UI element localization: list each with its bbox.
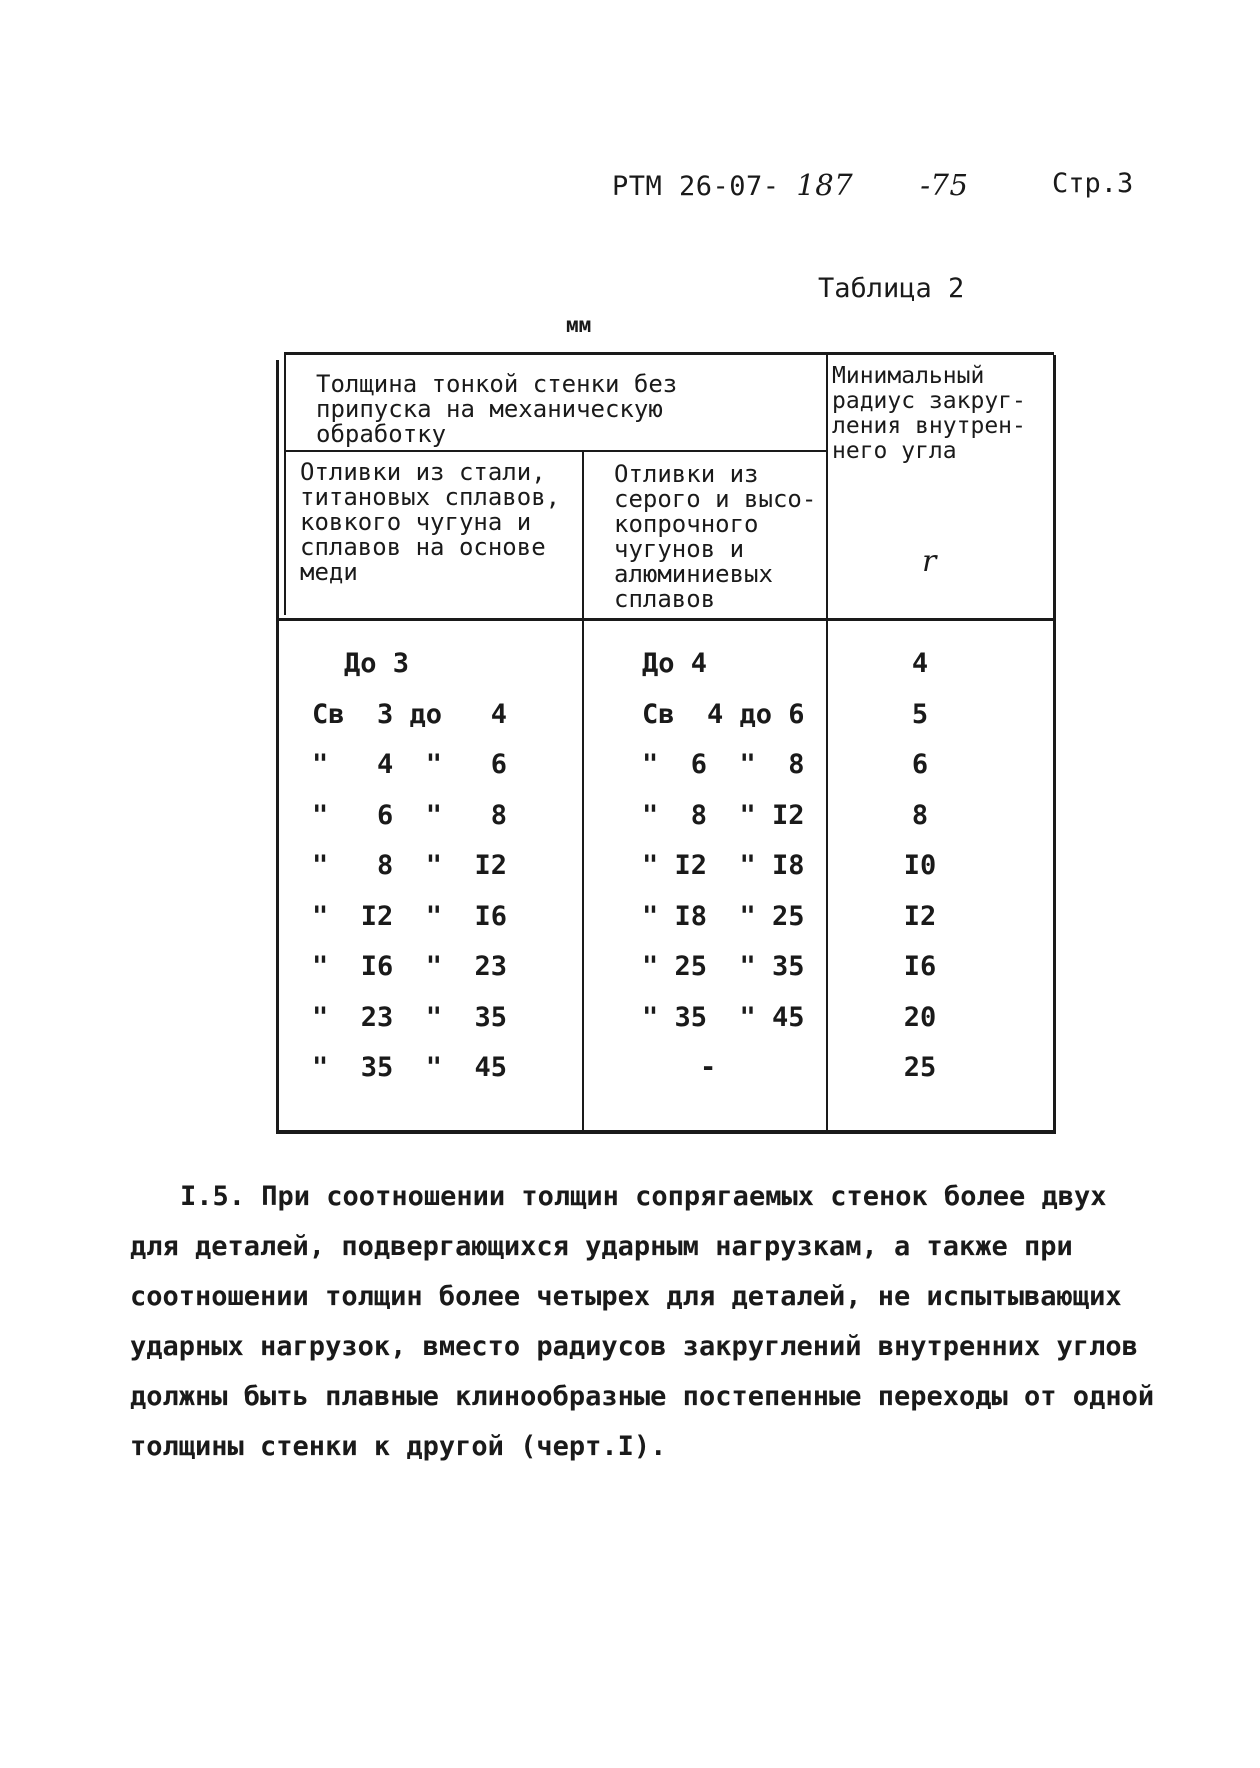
row-5-radius: I0 xyxy=(903,850,937,881)
doc-year-handwritten: -75 xyxy=(920,168,969,202)
col1-header: Отливки из стали, титановых сплавов, ковкого чугуна и сплавов на основе меди xyxy=(300,458,561,586)
paragraph-line: толщины стенки к другой (черт.I). xyxy=(130,1431,667,1462)
row-3-radius: 6 xyxy=(911,749,929,780)
row-7-iron-range: " 25 " 35 xyxy=(642,951,805,982)
row-6-radius: I2 xyxy=(903,900,937,932)
page-number: Стр.3 xyxy=(1052,168,1134,199)
table-bottom-border xyxy=(276,1130,1056,1134)
header-bottom-rule xyxy=(276,618,1056,621)
paragraph-line: I.5. При соотношении толщин сопрягаемых стенок более двух xyxy=(180,1181,1107,1212)
header-group-rule xyxy=(284,450,828,452)
row-7-radius: I6 xyxy=(903,951,937,982)
row-2-iron-range: Св 4 до 6 xyxy=(642,698,805,730)
unit-label: мм xyxy=(566,313,592,337)
row-9-iron-range: - xyxy=(700,1052,717,1083)
radius-symbol: r xyxy=(922,544,937,579)
doc-prefix: РТМ 26-07- xyxy=(612,171,780,202)
row-6-iron-range: " I8 " 25 xyxy=(642,900,805,932)
table-left-border xyxy=(276,360,279,1134)
row-2-radius: 5 xyxy=(911,698,929,730)
col2-col3-divider xyxy=(826,355,828,1132)
paragraph-line: должны быть плавные клинообразные постепенные переходы от одной xyxy=(130,1381,1155,1412)
row-4-radius: 8 xyxy=(911,799,929,831)
row-3-steel-range: " 4 " 6 xyxy=(312,749,508,780)
row-9-steel-range: " 35 " 45 xyxy=(312,1052,508,1083)
row-5-steel-range: " 8 " I2 xyxy=(312,850,508,881)
header-group-label: Толщина тонкой стенки без припуска на механическую обработку xyxy=(316,370,678,448)
row-7-steel-range: " I6 " 23 xyxy=(312,951,508,982)
paragraph-line: ударных нагрузок, вместо радиусов закруглений внутренних углов xyxy=(130,1331,1138,1362)
row-8-steel-range: " 23 " 35 xyxy=(312,1001,508,1033)
row-4-steel-range: " 6 " 8 xyxy=(312,799,508,831)
table-left-inner-border xyxy=(284,355,286,615)
row-6-steel-range: " I2 " I6 xyxy=(312,900,508,932)
row-3-iron-range: " 6 " 8 xyxy=(642,749,805,780)
row-9-radius: 25 xyxy=(903,1052,937,1083)
document-code xyxy=(612,168,968,202)
paragraph-1-5 xyxy=(130,1172,1155,1472)
col3-header: Минимальный радиус закруг- ления внутрен- него угла xyxy=(832,363,1026,464)
row-1-iron-range: До 4 xyxy=(642,648,708,679)
doc-number-handwritten: 187 xyxy=(796,168,854,202)
table-right-border xyxy=(1053,355,1056,1133)
table-top-border xyxy=(284,352,1054,355)
row-8-radius: 20 xyxy=(903,1001,937,1033)
row-4-iron-range: " 8 " I2 xyxy=(642,799,805,831)
row-1-steel-range: До 3 xyxy=(344,648,410,679)
row-8-iron-range: " 35 " 45 xyxy=(642,1001,805,1033)
paragraph-line: соотношении толщин более четырех для деталей, не испытывающих xyxy=(130,1281,1122,1312)
table-label: Таблица 2 xyxy=(818,273,965,304)
row-2-steel-range: Св 3 до 4 xyxy=(312,698,508,730)
row-5-iron-range: " I2 " I8 xyxy=(642,850,805,881)
radius-table xyxy=(276,352,1056,1134)
col1-col2-divider xyxy=(582,452,584,1132)
col2-header: Отливки из серого и высо- копрочного чугунов и алюминиевых сплавов xyxy=(614,460,817,613)
paragraph-line: для деталей, подвергающихся ударным нагрузкам, а также при xyxy=(130,1231,1073,1262)
row-1-radius: 4 xyxy=(911,648,929,679)
